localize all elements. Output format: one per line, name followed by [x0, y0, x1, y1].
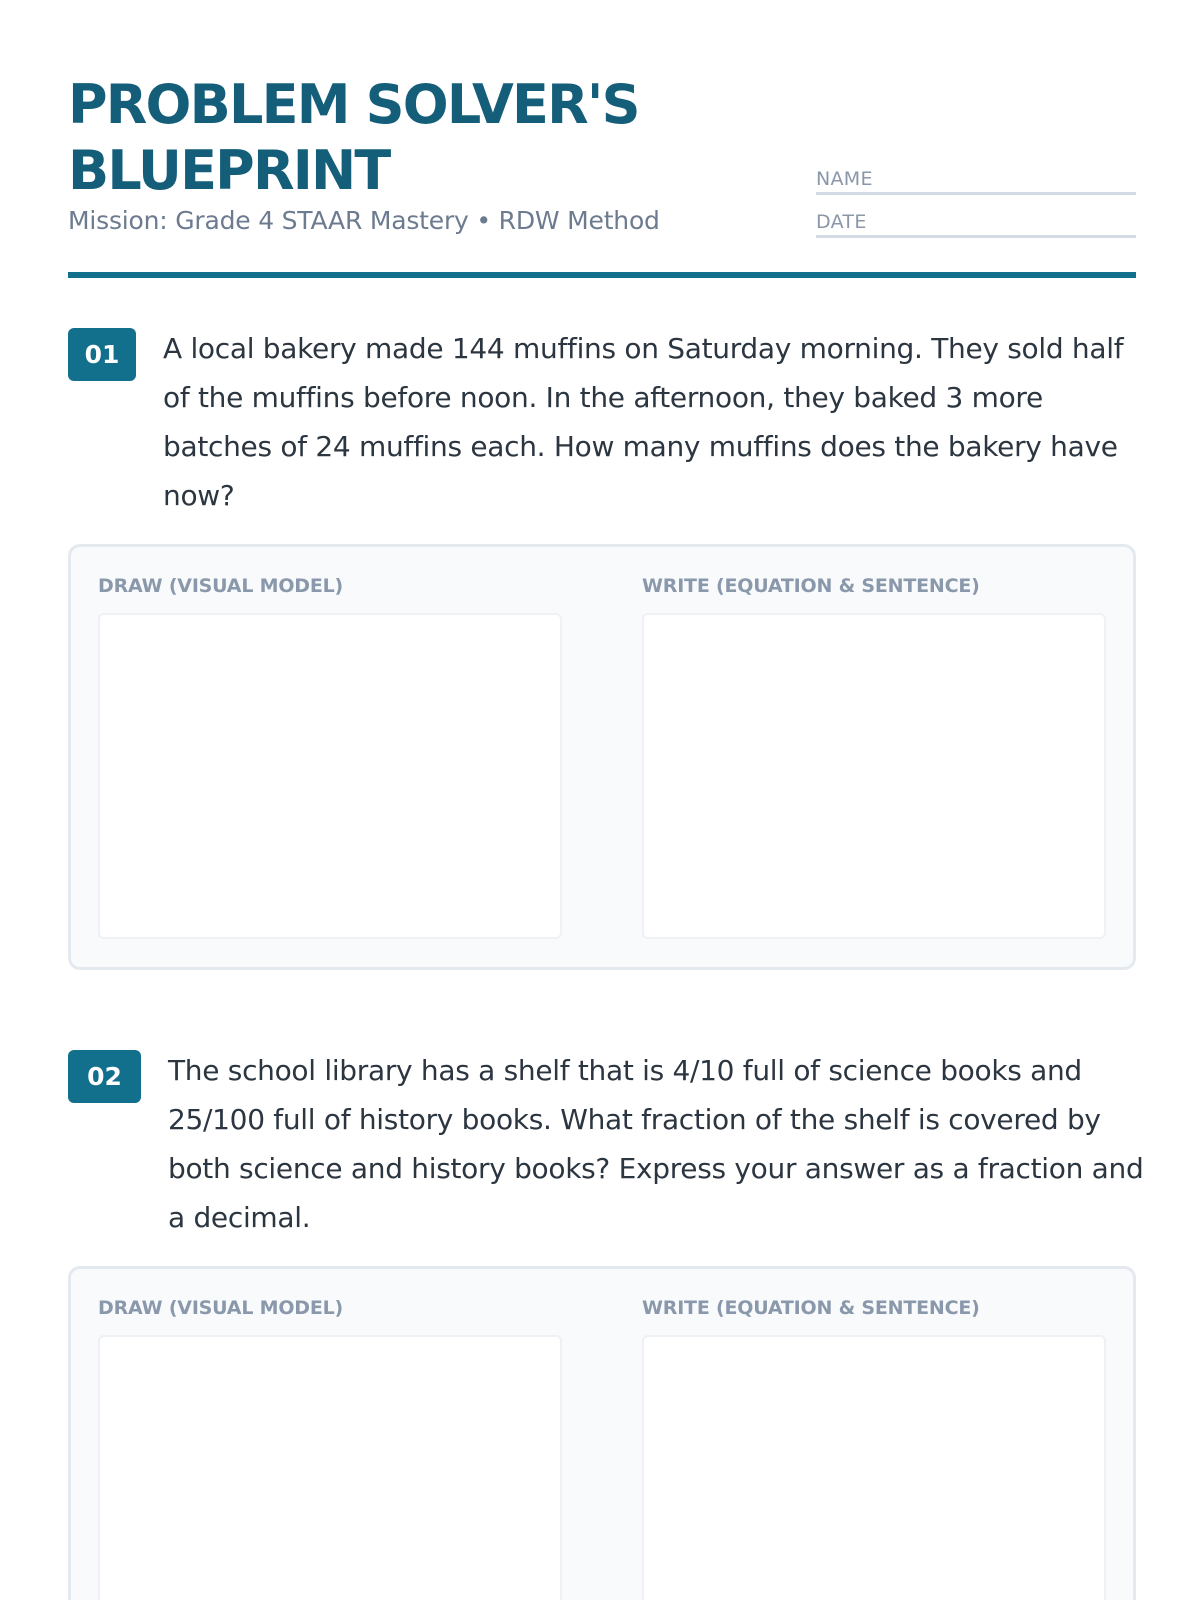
write-panel-label: WRITE (EQUATION & SENTENCE): [642, 1297, 980, 1319]
work-area: [68, 1266, 1136, 1600]
page-title: PROBLEM SOLVER'S BLUEPRINT: [68, 73, 639, 202]
draw-area[interactable]: [98, 613, 562, 939]
date-field[interactable]: DATE: [816, 209, 1136, 238]
problem-text: The school library has a shelf that is 4/10 full of science books and 25/100 full of history books. What fraction of the shelf is covered by both science and history books? Express your answer as a fraction and a decimal.: [168, 1054, 1144, 1234]
student-info: [816, 166, 1136, 252]
write-area[interactable]: [642, 613, 1106, 939]
draw-panel-label: DRAW (VISUAL MODEL): [98, 575, 344, 597]
draw-panel: [98, 575, 562, 615]
write-panel-label: WRITE (EQUATION & SENTENCE): [642, 575, 980, 597]
draw-panel: [98, 1297, 562, 1337]
problem-number-badge: 02: [68, 1050, 141, 1103]
draw-area[interactable]: [98, 1335, 562, 1600]
work-area: [68, 544, 1136, 970]
write-panel: [642, 575, 1106, 615]
write-area[interactable]: [642, 1335, 1106, 1600]
problem-number-badge: 01: [68, 328, 136, 381]
page-subtitle: Mission: Grade 4 STAAR Mastery • RDW Method: [68, 206, 660, 235]
write-panel: [642, 1297, 1106, 1337]
draw-panel-label: DRAW (VISUAL MODEL): [98, 1297, 344, 1319]
worksheet-header: [68, 72, 1136, 278]
name-field[interactable]: NAME: [816, 166, 1136, 195]
problem-text: A local bakery made 144 muffins on Saturday morning. They sold half of the muffins before noon. In the afternoon, they baked 3 more batches of 24 muffins each. How many muffins does the bakery have now?: [163, 332, 1124, 512]
